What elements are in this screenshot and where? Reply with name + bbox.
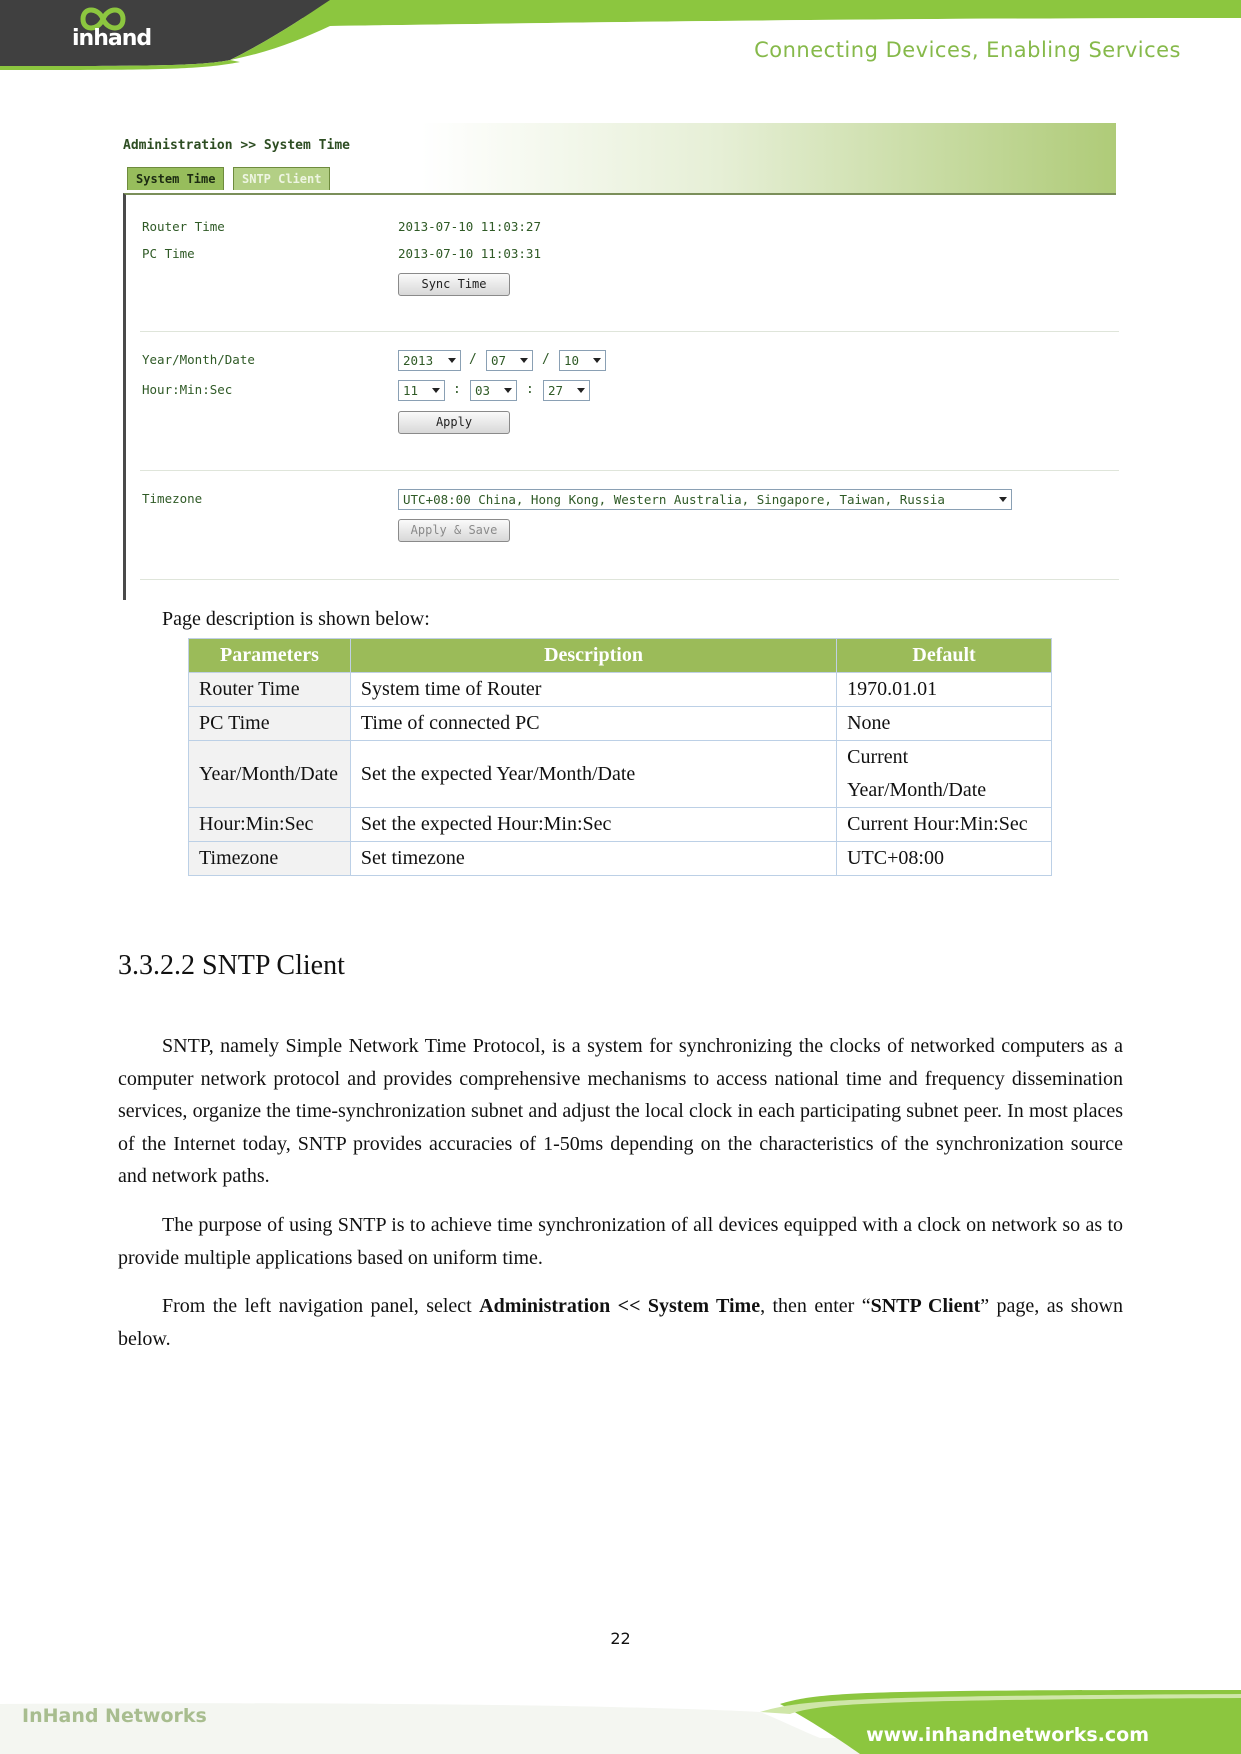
param-cell: Hour:Min:Sec	[189, 808, 351, 842]
default-cell: Current Year/Month/Date	[837, 741, 1052, 808]
system-time-screenshot	[123, 123, 1116, 600]
param-cell: PC Time	[189, 707, 351, 741]
default-cell: UTC+08:00	[837, 842, 1052, 876]
desc-cell: Set the expected Hour:Min:Sec	[350, 808, 836, 842]
chevron-down-icon	[999, 497, 1007, 502]
desc-cell: Time of connected PC	[350, 707, 836, 741]
page-number: 22	[610, 1629, 631, 1648]
hms-label: Hour:Min:Sec	[142, 382, 233, 397]
page-header	[0, 0, 1241, 70]
table-row	[189, 707, 1052, 741]
section-divider	[140, 331, 1119, 332]
table-row	[189, 741, 1052, 808]
year-value: 2013	[403, 353, 434, 368]
section-divider	[140, 579, 1119, 580]
paragraph-sntp-definition: SNTP, namely Simple Network Time Protocol, is a system for synchronizing the clocks of networked computers as a computer network protocol and provides comprehensive mechanisms to access national time and frequency dissemination services, organize the time-synchronization subnet and adjust the local clock in each participating subnet peer. In most places of the Internet today, SNTP provides accuracies of 1-50ms depending on the characteristics of the synchronization source and network paths.	[118, 1035, 1123, 1187]
month-value: 07	[491, 353, 507, 368]
chevron-down-icon	[593, 358, 601, 363]
tab-system-time[interactable]: System Time	[127, 167, 224, 190]
default-cell: None	[837, 707, 1052, 741]
month-select[interactable]	[486, 350, 533, 371]
ymd-label: Year/Month/Date	[142, 352, 255, 367]
table-intro: Page description is shown below:	[162, 608, 430, 630]
day-select[interactable]	[559, 350, 606, 371]
paragraph-sntp-purpose: The purpose of using SNTP is to achieve time synchronization of all devices equipped with a clock on network so as to provide multiple applications based on uniform time.	[118, 1214, 1123, 1269]
time-separator: :	[453, 382, 461, 397]
desc-cell: Set timezone	[350, 842, 836, 876]
param-cell: Timezone	[189, 842, 351, 876]
hour-value: 11	[403, 383, 419, 398]
apply-button[interactable]: Apply	[398, 411, 510, 434]
timezone-select[interactable]	[398, 489, 1012, 510]
table-row	[189, 842, 1052, 876]
parameters-table	[188, 638, 1052, 876]
minute-select[interactable]	[470, 380, 517, 401]
nav-text: From the left navigation panel, select	[162, 1295, 480, 1317]
chevron-down-icon	[504, 388, 512, 393]
section-divider	[140, 470, 1119, 471]
sync-time-button[interactable]: Sync Time	[398, 273, 510, 296]
pc-time-value: 2013-07-10 11:03:31	[398, 246, 541, 261]
chevron-down-icon	[432, 388, 440, 393]
router-time-value: 2013-07-10 11:03:27	[398, 219, 541, 234]
header-default: Default	[837, 639, 1052, 673]
table-row	[189, 808, 1052, 842]
nav-path: Administration << System Time	[479, 1295, 761, 1317]
desc-cell: System time of Router	[350, 673, 836, 707]
breadcrumb: Administration >> System Time	[123, 138, 350, 153]
apply-save-button[interactable]: Apply & Save	[398, 519, 510, 542]
settings-panel	[123, 193, 1116, 600]
time-separator: :	[526, 382, 534, 397]
footer-brand: InHand Networks	[22, 1705, 207, 1727]
chevron-down-icon	[448, 358, 456, 363]
tab-sntp-client[interactable]: SNTP Client	[233, 167, 330, 190]
nav-text: , then enter “	[760, 1295, 871, 1317]
chevron-down-icon	[577, 388, 585, 393]
second-select[interactable]	[543, 380, 590, 401]
table-row	[189, 673, 1052, 707]
paragraph-navigation	[118, 1290, 1123, 1355]
year-select[interactable]	[398, 350, 461, 371]
hour-select[interactable]	[398, 380, 445, 401]
default-cell: 1970.01.01	[837, 673, 1052, 707]
pc-time-label: PC Time	[142, 246, 195, 261]
table-header-row	[189, 639, 1052, 673]
param-cell: Router Time	[189, 673, 351, 707]
section-heading: 3.3.2.2 SNTP Client	[118, 950, 345, 981]
timezone-value: UTC+08:00 China, Hong Kong, Western Australia, Singapore, Taiwan, Russia	[403, 492, 945, 507]
desc-cell: Set the expected Year/Month/Date	[350, 741, 836, 808]
page-footer	[0, 1690, 1241, 1754]
chevron-down-icon	[520, 358, 528, 363]
header-description: Description	[350, 639, 836, 673]
nav-text: ” page, as shown below.	[118, 1295, 1124, 1350]
second-value: 27	[548, 383, 564, 398]
footer-url[interactable]: www.inhandnetworks.com	[866, 1724, 1149, 1746]
default-cell: Current Hour:Min:Sec	[837, 808, 1052, 842]
timezone-label: Timezone	[142, 491, 203, 506]
page-name: SNTP Client	[870, 1295, 981, 1317]
logo-text: inhand	[72, 26, 152, 51]
router-time-label: Router Time	[142, 219, 225, 234]
date-separator: /	[469, 352, 477, 367]
param-cell: Year/Month/Date	[189, 741, 351, 808]
header-parameters: Parameters	[189, 639, 351, 673]
day-value: 10	[564, 353, 580, 368]
minute-value: 03	[475, 383, 491, 398]
date-separator: /	[542, 352, 550, 367]
header-tagline: Connecting Devices, Enabling Services	[754, 38, 1181, 62]
